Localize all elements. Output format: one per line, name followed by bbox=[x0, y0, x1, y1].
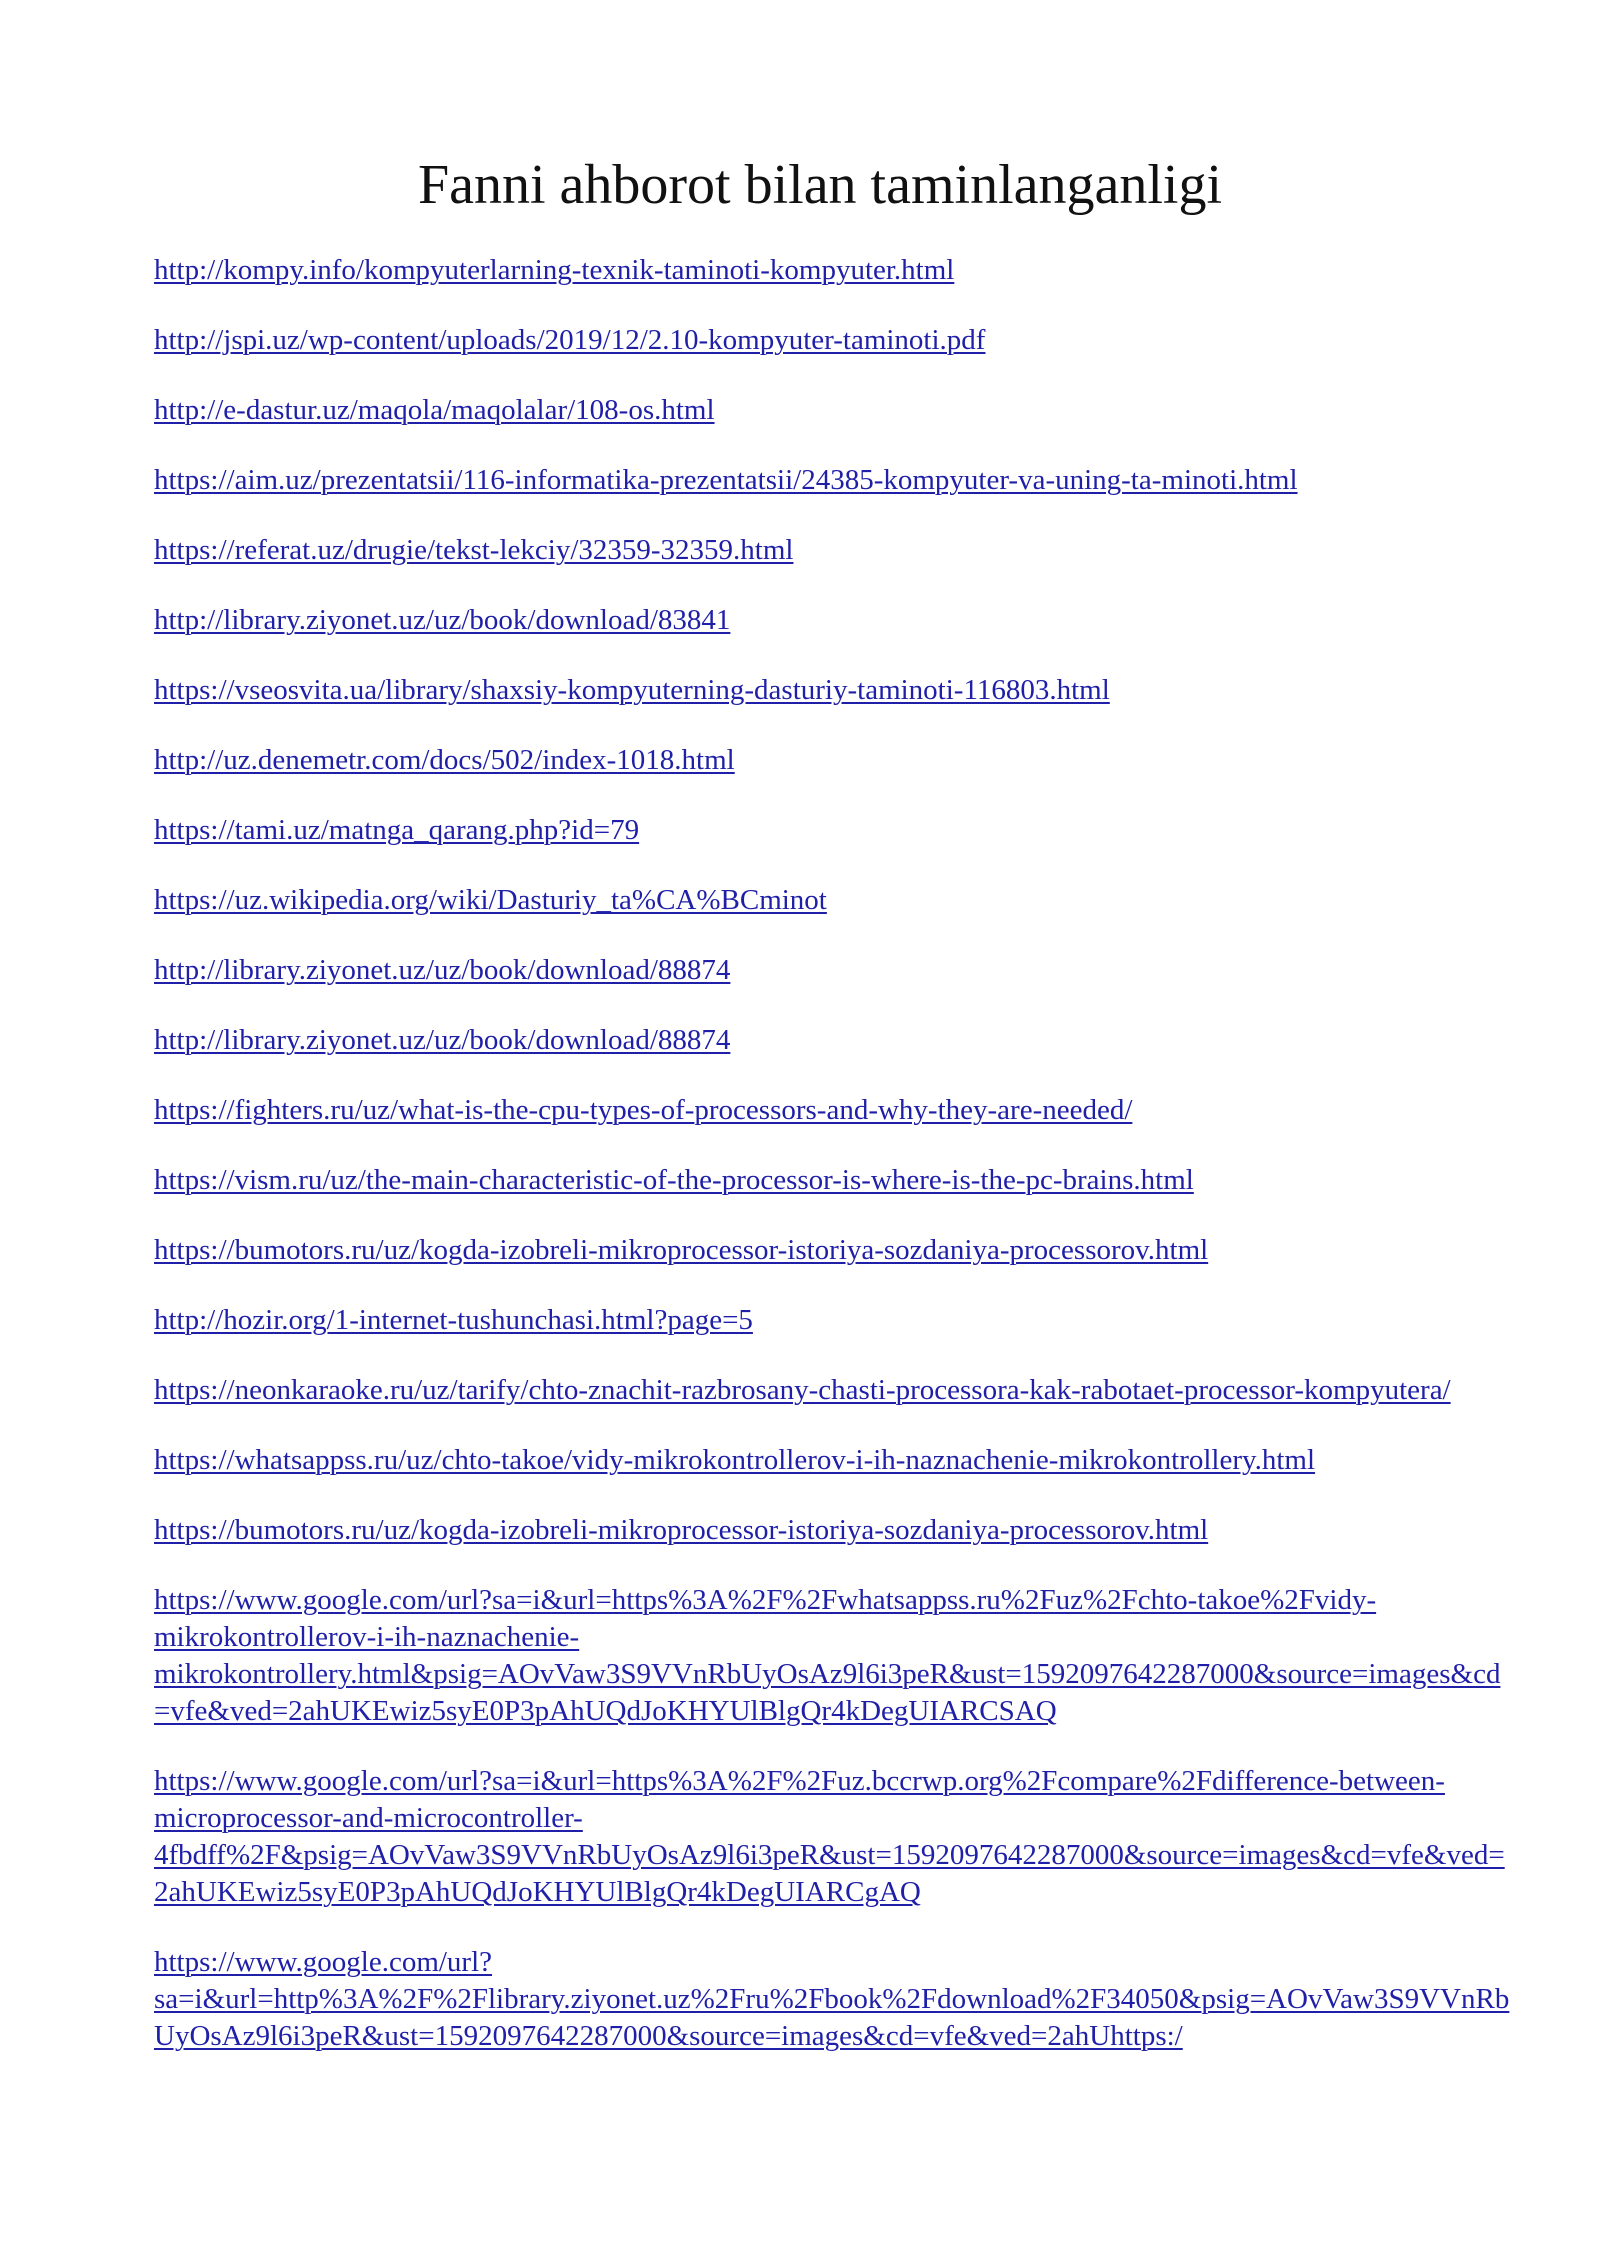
reference-link[interactable]: https://neonkaraoke.ru/uz/tarify/chto-znachit-razbrosany-chasti-processora-kak-rabotaet-processor-kompyutera/ bbox=[154, 1374, 1451, 1406]
reference-link[interactable]: http://uz.denemetr.com/docs/502/index-1018.html bbox=[154, 744, 735, 776]
reference-link[interactable]: https://whatsappss.ru/uz/chto-takoe/vidy-mikrokontrollerov-i-ih-naznachenie-mikrokontrollery.html bbox=[154, 1444, 1316, 1476]
link-list-item bbox=[154, 742, 1514, 779]
reference-link[interactable]: https://referat.uz/drugie/tekst-lekciy/32359-32359.html bbox=[154, 534, 794, 566]
link-list-item bbox=[154, 252, 1514, 289]
link-list-item bbox=[154, 392, 1514, 429]
link-list-item bbox=[154, 1944, 1514, 2055]
reference-link[interactable]: http://e-dastur.uz/maqola/maqolalar/108-os.html bbox=[154, 394, 715, 426]
link-list-item bbox=[154, 532, 1514, 569]
reference-link[interactable]: http://hozir.org/1-internet-tushunchasi.html?page=5 bbox=[154, 1304, 753, 1336]
reference-link[interactable]: http://jspi.uz/wp-content/uploads/2019/12/2.10-kompyuter-taminoti.pdf bbox=[154, 324, 986, 356]
reference-link[interactable]: https://bumotors.ru/uz/kogda-izobreli-mikroprocessor-istoriya-sozdaniya-processorov.html bbox=[154, 1514, 1209, 1546]
link-list-item bbox=[154, 1372, 1514, 1409]
link-list-item bbox=[154, 322, 1514, 359]
link-list-item bbox=[154, 672, 1514, 709]
link-list-item bbox=[154, 462, 1514, 499]
reference-link[interactable]: http://library.ziyonet.uz/uz/book/download/88874 bbox=[154, 1024, 731, 1056]
link-list-item bbox=[154, 1022, 1514, 1059]
reference-link[interactable]: https://vseosvita.ua/library/shaxsiy-kompyuterning-dasturiy-taminoti-116803.html bbox=[154, 674, 1110, 706]
link-list-item bbox=[154, 1302, 1514, 1339]
link-list-item bbox=[154, 1232, 1514, 1269]
link-list-item bbox=[154, 1763, 1514, 1911]
link-list-item bbox=[154, 882, 1514, 919]
reference-link[interactable]: https://www.google.com/url?sa=i&url=http%3A%2F%2Flibrary.ziyonet.uz%2Fru%2Fbook%2Fdownload%2F34050&psig=AOvVaw3S9VVnRbUyOsAz9l6i3peR&ust=1592097642287000&source=images&cd=vfe&ved=2ahUhttps:/ bbox=[154, 1946, 1510, 2052]
reference-link[interactable]: https://vism.ru/uz/the-main-characteristic-of-the-processor-is-where-is-the-pc-brains.html bbox=[154, 1164, 1194, 1196]
reference-link[interactable]: https://uz.wikipedia.org/wiki/Dasturiy_ta%CA%BCminot bbox=[154, 884, 827, 916]
link-list-item bbox=[154, 1442, 1514, 1479]
reference-link[interactable]: https://fighters.ru/uz/what-is-the-cpu-types-of-processors-and-why-they-are-needed/ bbox=[154, 1094, 1133, 1126]
link-list-item bbox=[154, 812, 1514, 849]
reference-link[interactable]: http://library.ziyonet.uz/uz/book/download/83841 bbox=[154, 604, 731, 636]
reference-link[interactable]: http://kompy.info/kompyuterlarning-texnik-taminoti-kompyuter.html bbox=[154, 254, 955, 286]
reference-link[interactable]: https://www.google.com/url?sa=i&url=https%3A%2F%2Fuz.bccrwp.org%2Fcompare%2Fdifference-between-microprocessor-and-microcontroller-4fbdff%2F&psig=AOvVaw3S9VVnRbUyOsAz9l6i3peR&ust=1592097642287000&source=images&cd=vfe&ved=2ahUKEwiz5syE0P3pAhUQdJoKHYUlBlgQr4kDegUIARCgAQ bbox=[154, 1765, 1505, 1908]
link-list-item bbox=[154, 952, 1514, 989]
reference-link-list bbox=[154, 252, 1514, 2088]
link-list-item bbox=[154, 1162, 1514, 1199]
reference-link[interactable]: https://bumotors.ru/uz/kogda-izobreli-mikroprocessor-istoriya-sozdaniya-processorov.html bbox=[154, 1234, 1209, 1266]
page-title: Fanni ahborot bilan taminlanganligi bbox=[417, 154, 1223, 216]
link-list-item bbox=[154, 602, 1514, 639]
reference-link[interactable]: https://aim.uz/prezentatsii/116-informatika-prezentatsii/24385-kompyuter-va-uning-ta-minoti.html bbox=[154, 464, 1298, 496]
reference-link[interactable]: http://library.ziyonet.uz/uz/book/download/88874 bbox=[154, 954, 731, 986]
link-list-item bbox=[154, 1512, 1514, 1549]
reference-link[interactable]: https://tami.uz/matnga_qarang.php?id=79 bbox=[154, 814, 640, 846]
link-list-item bbox=[154, 1092, 1514, 1129]
reference-link[interactable]: https://www.google.com/url?sa=i&url=https%3A%2F%2Fwhatsappss.ru%2Fuz%2Fchto-takoe%2Fvidy-mikrokontrollerov-i-ih-naznachenie-mikrokontrollery.html&psig=AOvVaw3S9VVnRbUyOsAz9l6i3peR&ust=1592097642287000&source=images&cd=vfe&ved=2ahUKEwiz5syE0P3pAhUQdJoKHYUlBlgQr4kDegUIARCSAQ bbox=[154, 1584, 1501, 1727]
link-list-item bbox=[154, 1582, 1514, 1730]
